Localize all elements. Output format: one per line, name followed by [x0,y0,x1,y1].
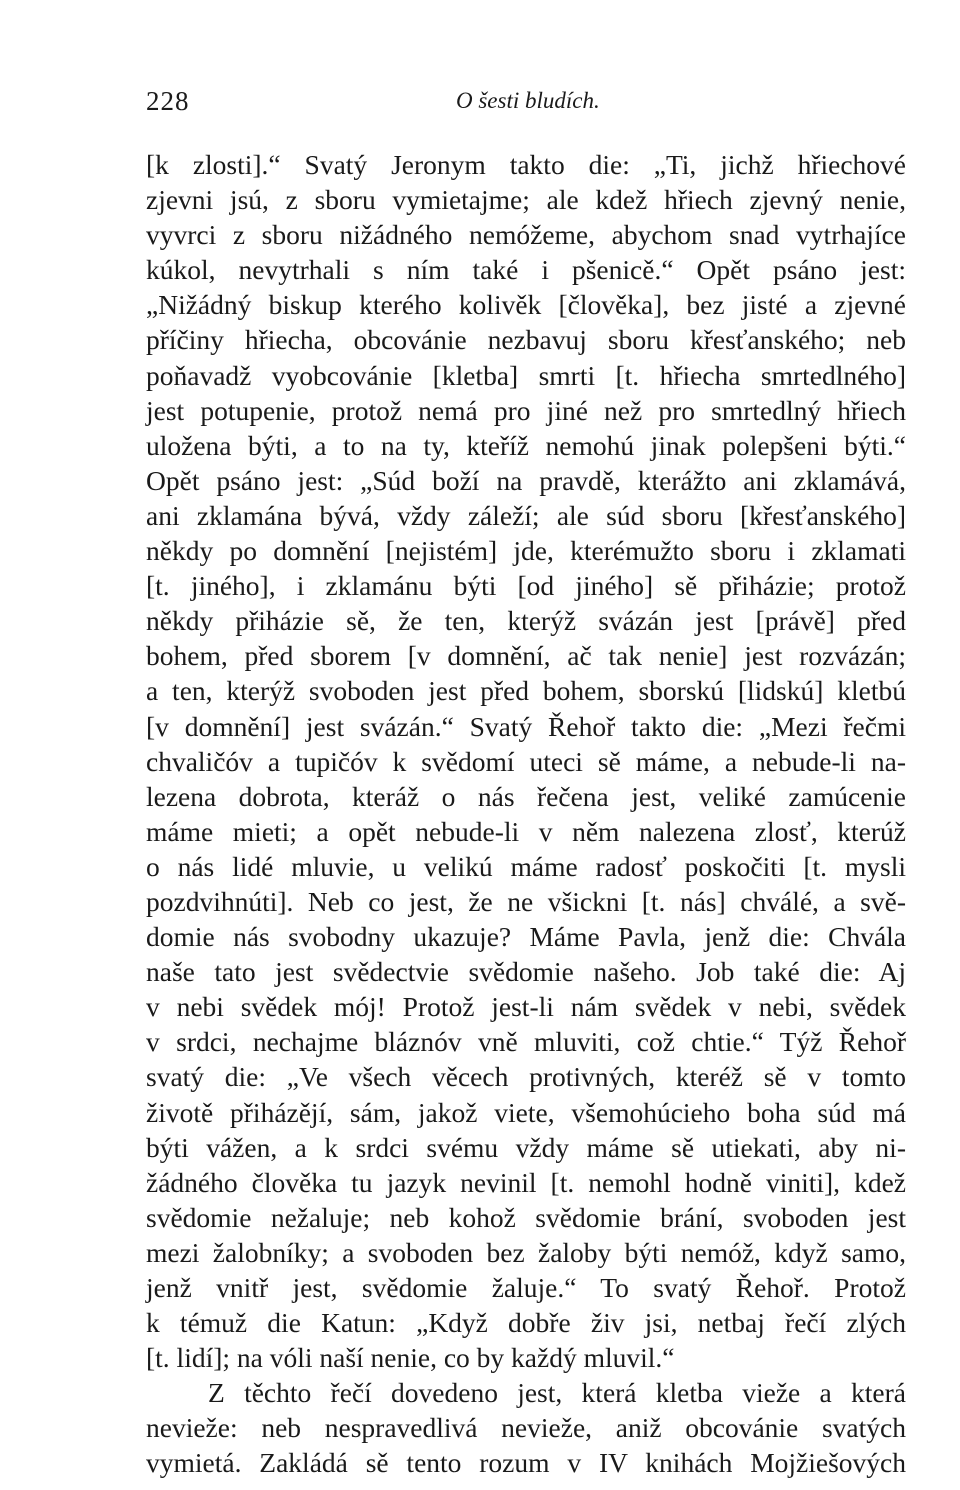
page-header [146,86,906,122]
text-line: býti vážen, a k srdci svému vždy máme sě utiekati, aby ni- [146,1131,906,1163]
text-line: lezena dobrota, kteráž o nás řečena jest, veliké zamúcenie [146,780,906,812]
paragraph-first-line: Z těchto řečí dovedeno jest, která kletba vieže a která [208,1377,906,1409]
body-text [146,147,906,1481]
text-line: svatý die: „Ve všech věcech protivných, kteréž sě v tomto [146,1061,906,1093]
text-line: „Nižádný biskup kterého kolivěk [člověka], bez jisté a zjevné [146,289,906,321]
text-line: v nebi svědek mój! Protož jest-li nám svědek v nebi, svědek [146,991,906,1023]
text-line: máme mieti; a opět nebude-li v něm nalezena zlosť, kterúž [146,815,906,847]
text-line: a ten, kterýž svoboden jest před bohem, sborskú [lidskú] kletbú [146,675,906,707]
text-line: mezi žalobníky; a svoboden bez žaloby býti nemóž, když samo, [146,1236,906,1268]
text-line: vymietá. Zakládá sě tento rozum v IV knihách Mojžiešových [146,1447,906,1479]
text-line: chvaličóv a tupičóv k svědomí uteci sě máme, a nebude-li na- [146,745,906,777]
text-line: Opět psáno jest: „Súd boží na pravdě, kterážto ani zklamává, [146,464,906,496]
text-line: příčiny hřiecha, obcovánie nezbavuj sboru křesťanského; neb [146,324,906,356]
text-line: někdy po domnění [nejistém] jde, kterémužto sboru i zklamati [146,535,906,567]
text-line: kúkol, nevytrhali s ním také i pšenicě.“ Opět psáno jest: [146,254,906,286]
text-line: vyvrci z sboru nižádného nemóžeme, abychom snad vytrhajíce [146,219,906,251]
page-number: 228 [146,86,190,116]
text-line: životě přiházějí, sám, jakož viete, všemohúcieho boha súd má [146,1096,906,1128]
text-line: poňavadž vyobcovánie [kletba] smrti [t. hřiecha smrtedlného] [146,359,906,391]
text-line: žádného člověka tu jazyk nevinil [t. nemohl hodně viniti], kdež [146,1166,906,1198]
text-line: [t. jiného], i zklamánu býti [od jiného] sě přiházie; protož [146,570,906,602]
running-title: O šesti bludích. [456,88,600,113]
text-line: k témuž die Katun: „Když dobře živ jsi, netbaj řečí zlých [146,1307,906,1339]
text-line: někdy přiházie sě, že ten, kterýž svázán jest [právě] před [146,605,906,637]
text-line: zjevni jsú, z sboru vymietajme; ale kdež hřiech zjevný nenie, [146,184,906,216]
text-line: v srdci, nechajme bláznóv vně mluviti, což chtie.“ Týž Řehoř [146,1026,906,1058]
text-line: svědomie nežaluje; neb kohož svědomie brání, svoboden jest [146,1201,906,1233]
text-line: uložena býti, a to na ty, kteříž nemohú jinak polepšeni býti.“ [146,429,906,461]
text-line: jenž vnitř jest, svědomie žaluje.“ To svatý Řehoř. Protož [146,1272,906,1303]
text-line: [v domnění] jest svázán.“ Svatý Řehoř takto die: „Mezi řečmi [146,710,906,742]
text-line: domie nás svobodny ukazuje? Máme Pavla, jenž die: Chvála [146,921,906,953]
text-line: [t. lidí]; na vóli naší nenie, co by každý mluvil.“ [146,1342,675,1374]
text-line: nevieže: neb nespravedlivá nevieže, aniž obcovánie svatých [146,1412,906,1444]
text-line: o nás lidé mluvie, u velikú máme radosť poskočiti [t. mysli [146,850,906,882]
text-line: bohem, před sborem [v domnění, ač tak nenie] jest rozvázán; [146,640,906,672]
text-line: pozdvihnúti]. Neb co jest, že ne všickni [t. nás] chválé, a svě- [146,885,906,917]
text-line: ani zklamána bývá, vždy záleží; ale súd sboru [křesťanského] [146,499,906,531]
text-line: [k zlosti].“ Svatý Jeronym takto die: „Ti, jichž hřiechové [146,149,906,180]
text-line: naše tato jest svědectvie svědomie našeho. Job také die: Aj [146,956,906,988]
text-line: jest potupenie, protož nemá pro jiné než pro smrtedlný hřiech [146,394,906,426]
